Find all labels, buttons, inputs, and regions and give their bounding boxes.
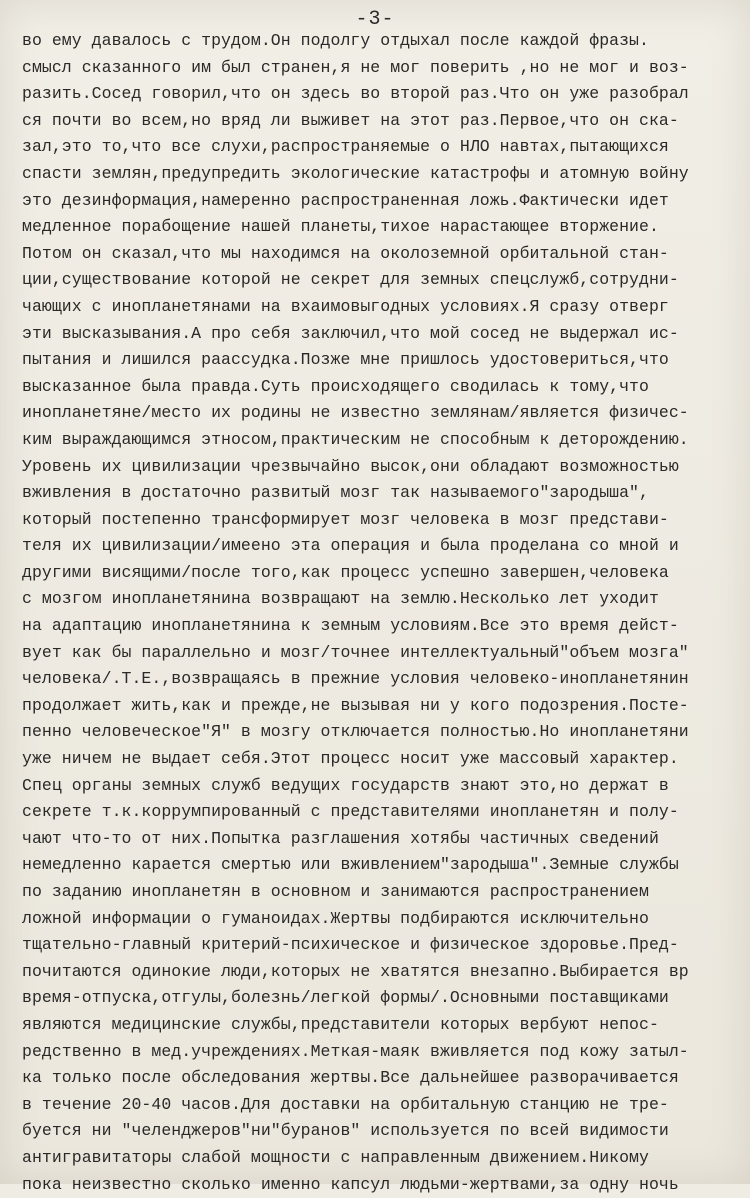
text-line: теля их цивилизации/имеено эта операция и была проделана со мной и [22,536,679,556]
page-number: -3- [355,8,395,31]
text-line: ся почти во всем,но вряд ли выживет на этот раз.Первое,что он ска- [22,110,679,130]
text-line: в течение 20-40 часов.Для доставки на орбитальную станцию не тре- [22,1094,669,1114]
text-line: человека/.Т.Е.,возвращаясь в прежние условия человеко-инопланетянин [22,669,689,689]
text-line: другими висящими/после того,как процесс успешно завершен,человека [22,562,669,582]
text-line: инопланетяне/место их родины не известно землянам/является физичес- [22,403,689,423]
text-line: ложной информации о гуманоидах.Жертвы подбираются исключительно [22,908,649,928]
text-line: который постепенно трансформирует мозг человека в мозг представи- [22,509,669,529]
text-line: редственно в мед.учреждениях.Меткая-маяк вживляется под кожу затыл- [22,1041,689,1061]
text-line: уже ничем не выдает себя.Этот процесс носит уже массовый характер. [22,749,679,769]
text-line: медленное порабощение нашей планеты,тихое нарастающее вторжение. [22,217,659,237]
text-line: продолжает жить,как и прежде,не вызывая ни у кого подозрения.Посте- [22,695,689,715]
text-line: пока неизвестно сколько именно капсул людьми-жертвами,за одну ночь [22,1174,679,1194]
text-line: секрете т.к.коррумпированный с представителями инопланетян и полу- [22,802,679,822]
text-line: это дезинформация,намеренно распространенная ложь.Фактически идет [22,190,669,210]
text-line: на адаптацию инопланетянина к земным условиям.Все это время дейст- [22,616,679,636]
text-line: с мозгом инопланетянина возвращают на землю.Несколько лет уходит [22,589,659,609]
text-line: Спец органы земных служб ведущих государств знают это,но держат в [22,775,669,795]
text-line: являются медицинские службы,представители которых вербуют непос- [22,1014,659,1034]
body-text [22,28,742,1198]
text-line: тщательно-главный критерий-психическое и физическое здоровье.Пред- [22,935,679,955]
text-line: разить.Сосед говорил,что он здесь во второй раз.Что он уже разобрал [22,84,689,104]
text-line: зал,это то,что все слухи,распространяемые о НЛО навтах,пытающихся [22,137,669,157]
text-line: немедленно карается смертью или вживлением"зародыша".Земные службы [22,855,679,875]
text-line: вует как бы параллельно и мозг/точнее интеллектуальный"объем мозга" [22,642,689,662]
text-line: ким выраждающимся этносом,практическим не способным к деторождению. [22,429,689,449]
text-line: почитаются одинокие люди,которых не хватятся внезапно.Выбирается вр [22,961,689,981]
text-line: время-отпуска,отгулы,болезнь/легкой формы/.Основными поставщиками [22,988,669,1008]
text-line: буется ни "челенджеров"ни"буранов" используется по всей видимости [22,1121,669,1141]
text-line: ка только после обследования жертвы.Все дальнейшее разворачивается [22,1068,679,1088]
text-line: чают что-то от них.Попытка разглашения хотябы частичных сведений [22,828,659,848]
text-line: по заданию инопланетян в основном и занимаются распространением [22,882,649,901]
text-line: высказанное была правда.Суть происходящего сводилась к тому,что [22,376,649,396]
text-line: спасти землян,предупредить экологические катастрофы и атомную войну [22,163,689,183]
text-line: чающих с инопланетянами на вхаимовыгодных условиях.Я сразу отверг [22,296,669,316]
text-line: Уровень их цивилизации чрезвычайно высок,они обладают возможностью [22,456,679,476]
text-line: ции,существование которой не секрет для земных спецслужб,сотрудни- [22,270,679,290]
text-line: вживления в достаточно развитый мозг так называемого"зародыша", [22,483,649,503]
text-line: пенно человеческое"Я" в мозгу отключается полностью.Но инопланетяни [22,722,689,742]
text-line: Потом он сказал,что мы находимся на околоземной орбитальной стан- [22,243,669,263]
text-line: во ему давалось с трудом.Он подолгу отдыхал после каждой фразы. [22,31,649,50]
text-line: эти высказывания.А про себя заключил,что мой сосед не выдержал ис- [22,323,679,343]
text-line: антигравитаторы слабой мощности с направленным движением.Никому [22,1147,649,1167]
text-line: пытания и лишился раассудка.Позже мне пришлось удостовериться,что [22,350,669,370]
text-line: смысл сказанного им был странен,я не мог поверить ,но не мог и воз- [22,57,689,77]
